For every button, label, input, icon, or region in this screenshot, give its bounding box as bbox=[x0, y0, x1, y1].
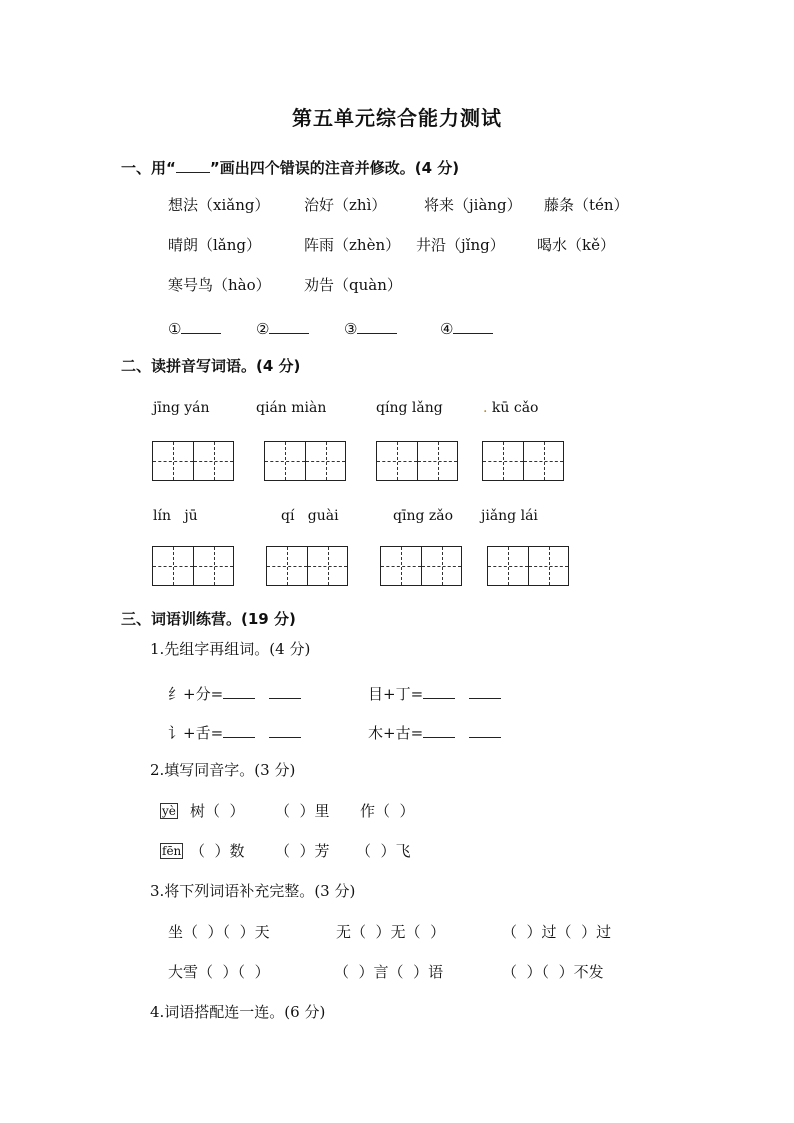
writing-grid[interactable] bbox=[152, 546, 234, 586]
writing-grid[interactable] bbox=[482, 441, 564, 481]
answer-slot-1[interactable] bbox=[168, 319, 221, 337]
pinyin-item: 将来（jiàng） bbox=[424, 196, 522, 214]
idiom-item: 无（ ）无（ ） bbox=[336, 923, 446, 941]
pinyin-prompt: qí guài bbox=[281, 508, 339, 524]
homophone-pinyin: fēn bbox=[162, 844, 182, 858]
pinyin-item: 治好（zhì） bbox=[304, 196, 387, 214]
question-2-label: 2.填写同音字。(3 分) bbox=[150, 761, 296, 779]
pinyin-prompt: kū cǎo bbox=[491, 400, 539, 416]
idiom-item: 坐（ ）（ ）天 bbox=[168, 923, 270, 941]
pinyin-item: 藤条（tén） bbox=[544, 196, 629, 214]
pinyin-prompt: jiǎng lái bbox=[481, 508, 538, 524]
idiom-item: （ ）（ ）不发 bbox=[502, 963, 604, 981]
pinyin-prompt-group bbox=[483, 401, 538, 415]
homophone-item: 树（ ） bbox=[190, 802, 245, 820]
section1-heading bbox=[121, 158, 459, 176]
compose-item[interactable]: 木+古= bbox=[368, 723, 501, 741]
pinyin-prompt: qíng lǎng bbox=[376, 400, 443, 416]
pinyin-prompt: jīng yán bbox=[153, 400, 210, 416]
compose-item[interactable]: 目+丁= bbox=[368, 684, 501, 702]
homophone-item: （ ）数 bbox=[190, 842, 245, 860]
pinyin-item: 井沿（jǐng） bbox=[416, 236, 505, 254]
section2-heading: 二、读拼音写词语。(4 分) bbox=[121, 357, 301, 375]
answer-slot-2[interactable] bbox=[256, 319, 309, 337]
question-3-label: 3.将下列词语补充完整。(3 分) bbox=[150, 882, 356, 900]
compose-item[interactable]: 纟+分= bbox=[168, 684, 301, 702]
pinyin-prompt: qián miàn bbox=[256, 400, 327, 416]
pinyin-item: 阵雨（zhèn） bbox=[304, 236, 401, 254]
writing-grid[interactable] bbox=[487, 546, 569, 586]
question-1-label: 1.先组字再组词。(4 分) bbox=[150, 640, 311, 658]
pinyin-prompt: qīng zǎo bbox=[393, 508, 454, 524]
writing-grid[interactable] bbox=[266, 546, 348, 586]
homophone-item: （ ）飞 bbox=[356, 842, 411, 860]
page-title: 第五单元综合能力测试 bbox=[292, 106, 502, 130]
writing-grid[interactable] bbox=[376, 441, 458, 481]
section3-heading: 三、词语训练营。(19 分) bbox=[121, 610, 296, 628]
pinyin-item: 劝告（quàn） bbox=[304, 276, 402, 294]
answer-slot-4[interactable] bbox=[440, 319, 493, 337]
section1-heading-pre: 一、用“ bbox=[121, 159, 176, 177]
answer-number: ④ bbox=[440, 320, 454, 338]
question-4-label: 4.词语搭配连一连。(6 分) bbox=[150, 1003, 326, 1021]
idiom-item: 大雪（ ）（ ） bbox=[168, 963, 270, 981]
answer-number: ③ bbox=[344, 320, 358, 338]
writing-grid[interactable] bbox=[264, 441, 346, 481]
pinyin-item: 喝水（kě） bbox=[537, 236, 615, 254]
idiom-item: （ ）言（ ）语 bbox=[334, 963, 444, 981]
homophone-item: 作（ ） bbox=[360, 802, 415, 820]
answer-slot-3[interactable] bbox=[344, 319, 397, 337]
compose-item[interactable]: 讠+舌= bbox=[168, 723, 301, 741]
underline-sample bbox=[176, 158, 210, 173]
homophone-pinyin: yè bbox=[162, 804, 176, 818]
dot-mark: . bbox=[483, 400, 488, 416]
writing-grid[interactable] bbox=[380, 546, 462, 586]
idiom-item: （ ）过（ ）过 bbox=[502, 923, 612, 941]
pinyin-item: 寒号鸟（hào） bbox=[168, 276, 271, 294]
answer-number: ① bbox=[168, 320, 182, 338]
homophone-item: （ ）里 bbox=[275, 802, 330, 820]
writing-grid[interactable] bbox=[152, 441, 234, 481]
homophone-item: （ ）芳 bbox=[275, 842, 330, 860]
pinyin-item: 想法（xiǎng） bbox=[168, 196, 270, 214]
pinyin-prompt: lín jū bbox=[153, 508, 198, 524]
answer-number: ② bbox=[256, 320, 270, 338]
pinyin-item: 晴朗（lǎng） bbox=[168, 236, 262, 254]
section1-heading-post: ”画出四个错误的注音并修改。(4 分) bbox=[209, 159, 460, 177]
